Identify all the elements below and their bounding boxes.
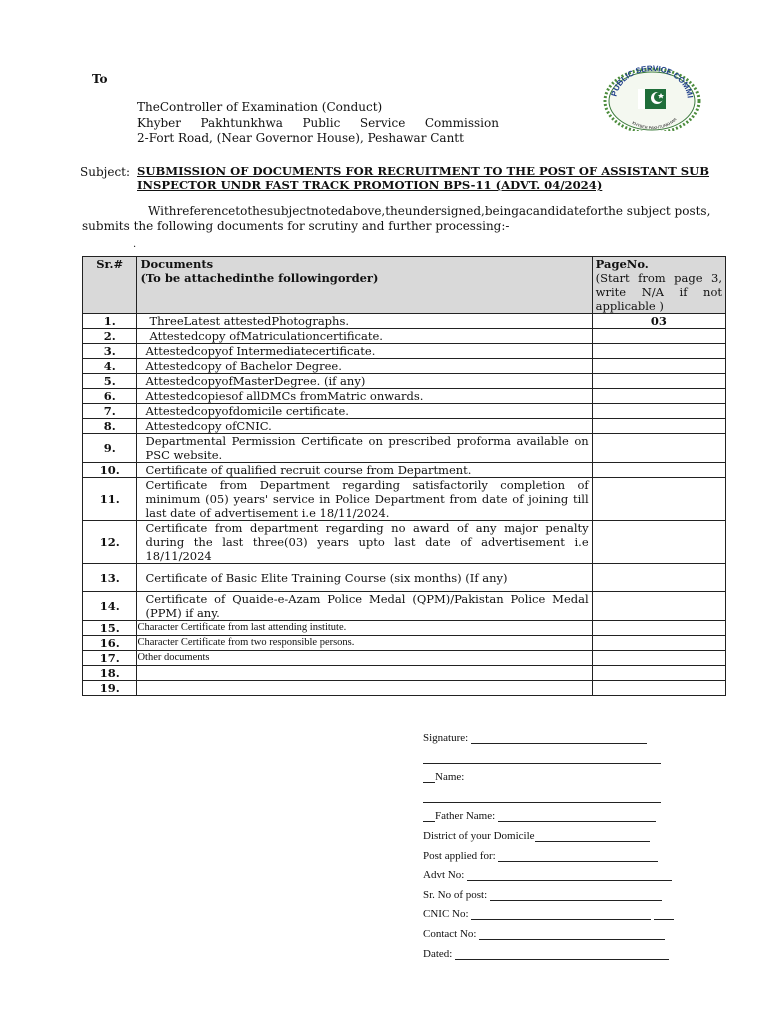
row-sr-number: 4.	[83, 359, 137, 374]
name-row	[423, 771, 693, 791]
intro-line-1: Withreferencetothesubjectnotedabove,theundersigned,beingacandidateforthe subject posts,	[148, 204, 711, 218]
table-body	[83, 314, 726, 696]
row-page-no[interactable]	[592, 636, 725, 651]
row-sr-number: 6.	[83, 389, 137, 404]
post-line[interactable]	[498, 851, 658, 862]
row-document: Attestedcopyofdomicile certificate.	[137, 404, 592, 419]
svg-text:PUBLIC SERVICE COMMISSION: PUBLIC SERVICE COMMI	[609, 65, 695, 99]
row-sr-number: 11.	[83, 478, 137, 521]
table-row	[83, 314, 726, 329]
row-page-no[interactable]	[592, 463, 725, 478]
table-row	[83, 404, 726, 419]
row-sr-number: 8.	[83, 419, 137, 434]
documents-table	[82, 256, 726, 696]
row-document: Character Certificate from last attending institute.	[137, 621, 592, 636]
address-word: Pakhtunkhwa	[200, 115, 283, 130]
row-document: Certificate from department regarding no award of any major penalty during the last three(03) years upto last date of advertisement i.e 18/11/2024	[137, 521, 592, 564]
sr-no-label: Sr. No of post:	[423, 888, 488, 901]
psc-logo	[602, 65, 702, 131]
row-sr-number: 17.	[83, 651, 137, 666]
row-sr-number: 3.	[83, 344, 137, 359]
row-document: Attestedcopiesof allDMCs fromMatric onwards.	[137, 389, 592, 404]
row-sr-number: 7.	[83, 404, 137, 419]
recipient-address	[137, 100, 499, 147]
row-document: Other documents	[137, 651, 592, 666]
row-page-no[interactable]	[592, 592, 725, 621]
address-word: Khyber	[137, 115, 181, 130]
row-sr-number: 19.	[83, 681, 137, 696]
row-sr-number: 16.	[83, 636, 137, 651]
row-document: Departmental Permission Certificate on prescribed proforma available on PSC website.	[137, 434, 592, 463]
row-page-no[interactable]: 03	[592, 314, 725, 329]
row-page-no[interactable]	[592, 389, 725, 404]
table-row	[83, 564, 726, 592]
cnic-label: CNIC No:	[423, 908, 469, 921]
table-row	[83, 434, 726, 463]
svg-text:KHYBER PAKHTUNKHWA: KHYBER PAKHTUNKHWA	[631, 116, 678, 131]
row-page-no[interactable]	[592, 329, 725, 344]
row-sr-number: 14.	[83, 592, 137, 621]
row-page-no[interactable]	[592, 374, 725, 389]
psc-seal-icon	[602, 65, 702, 131]
advt-line[interactable]	[467, 870, 672, 881]
district-label: District of your Domicile	[423, 829, 535, 842]
address-line-3: 2-Fort Road, (Near Governor House), Peshawar Cantt	[137, 131, 464, 145]
table-row	[83, 374, 726, 389]
table-row	[83, 651, 726, 666]
post-row	[423, 850, 693, 870]
row-sr-number: 10.	[83, 463, 137, 478]
row-sr-number: 1.	[83, 314, 137, 329]
post-label: Post applied for:	[423, 849, 496, 862]
blank-line[interactable]	[423, 753, 661, 764]
table-row	[83, 419, 726, 434]
cnic-row	[423, 908, 693, 928]
row-page-no[interactable]	[592, 419, 725, 434]
sr-no-line[interactable]	[490, 890, 662, 901]
address-line-1: TheController of Examination (Conduct)	[137, 100, 383, 114]
row-page-no[interactable]	[592, 434, 725, 463]
name-label: Name:	[435, 771, 465, 784]
table-row	[83, 389, 726, 404]
advt-row	[423, 869, 693, 889]
table-row	[83, 636, 726, 651]
stray-dot: .	[133, 239, 137, 250]
row-sr-number: 12.	[83, 521, 137, 564]
cnic-line[interactable]	[471, 909, 651, 920]
father-name-line[interactable]	[498, 811, 656, 822]
row-document: AttestedcopyofMasterDegree. (if any)	[137, 374, 592, 389]
row-document: Certificate of Basic Elite Training Course (six months) (If any)	[137, 564, 592, 592]
father-lead-line	[423, 811, 435, 822]
header-documents-title: Documents	[140, 257, 214, 271]
dated-line[interactable]	[455, 949, 669, 960]
row-page-no[interactable]	[592, 651, 725, 666]
district-row	[423, 830, 693, 850]
blank-row-2	[423, 791, 693, 811]
address-word: Public	[302, 115, 341, 130]
cnic-tail-line	[654, 909, 674, 920]
row-document: Character Certificate from two responsible persons.	[137, 636, 592, 651]
name-lead-line	[423, 772, 435, 783]
header-sr: Sr.#	[83, 257, 137, 314]
row-sr-number: 2.	[83, 329, 137, 344]
table-row	[83, 621, 726, 636]
contact-label: Contact No:	[423, 927, 477, 940]
table-row	[83, 681, 726, 696]
row-document: Attestedcopy ofCNIC.	[137, 419, 592, 434]
address-word: Commission	[424, 115, 499, 130]
table-header-row	[83, 257, 726, 314]
dated-row	[423, 948, 693, 968]
row-document: Certificate from Department regarding satisfactorily completion of minimum (05) years' service in Police Department from date of joining till last date of advertisement i.e 18/11/2024.	[137, 478, 592, 521]
row-document: Attestedcopy of Bachelor Degree.	[137, 359, 592, 374]
name-line[interactable]	[423, 792, 661, 803]
row-document: Attestedcopyof Intermediatecertificate.	[137, 344, 592, 359]
row-sr-number: 18.	[83, 666, 137, 681]
contact-row	[423, 928, 693, 948]
header-documents	[137, 257, 592, 314]
row-sr-number: 15.	[83, 621, 137, 636]
contact-line[interactable]	[479, 929, 665, 940]
signature-block	[423, 732, 693, 967]
subject-label: Subject:	[80, 165, 131, 179]
row-sr-number: 5.	[83, 374, 137, 389]
row-page-no[interactable]	[592, 521, 725, 564]
address-word: Service	[359, 115, 406, 130]
table-row	[83, 592, 726, 621]
blank-row	[423, 752, 693, 772]
table-row	[83, 521, 726, 564]
row-page-no[interactable]	[592, 359, 725, 374]
row-page-no[interactable]	[592, 564, 725, 592]
row-document	[137, 681, 592, 696]
advt-label: Advt No:	[423, 869, 465, 882]
table-row	[83, 344, 726, 359]
row-page-no[interactable]	[592, 621, 725, 636]
table-row	[83, 359, 726, 374]
subject-line-1: SUBMISSION OF DOCUMENTS FOR RECRUITMENT TO THE POST OF ASSISTANT SUB	[137, 164, 710, 178]
signature-label: Signature:	[423, 732, 469, 744]
subject-text	[137, 164, 717, 192]
intro-paragraph	[82, 204, 730, 234]
header-page-title: PageNo.	[595, 257, 649, 271]
father-name-row	[423, 810, 693, 830]
table-row	[83, 329, 726, 344]
sr-no-row	[423, 889, 693, 909]
to-label: To	[92, 72, 108, 86]
row-page-no[interactable]	[592, 344, 725, 359]
subject-line-2: INSPECTOR UNDR FAST TRACK PROMOTION BPS-11 (ADVT. 04/2024)	[137, 178, 603, 192]
intro-line-2: submits the following documents for scrutiny and further processing:-	[82, 219, 510, 233]
row-sr-number: 13.	[83, 564, 137, 592]
table-row	[83, 463, 726, 478]
signature-row	[423, 732, 693, 752]
row-document	[137, 666, 592, 681]
table-row	[83, 478, 726, 521]
father-name-label: Father Name:	[435, 810, 496, 823]
row-document: Certificate of qualified recruit course from Department.	[137, 463, 592, 478]
row-page-no[interactable]	[592, 666, 725, 681]
row-page-no[interactable]	[592, 404, 725, 419]
signature-line[interactable]	[471, 733, 647, 744]
row-document: Attestedcopy ofMatriculationcertificate.	[137, 329, 592, 344]
row-page-no[interactable]	[592, 681, 725, 696]
row-page-no[interactable]	[592, 478, 725, 521]
district-line[interactable]	[535, 831, 650, 842]
address-line-2	[137, 116, 499, 132]
header-documents-sub: (To be attachedinthe followingorder)	[140, 271, 379, 285]
row-document: ThreeLatest attestedPhotographs.	[137, 314, 592, 329]
header-page-note: (Start from page 3, write N/A if not applicable )	[595, 271, 722, 313]
row-sr-number: 9.	[83, 434, 137, 463]
row-document: Certificate of Quaide-e-Azam Police Medal (QPM)/Pakistan Police Medal (PPM) if any.	[137, 592, 592, 621]
dated-label: Dated:	[423, 947, 453, 960]
table-row	[83, 666, 726, 681]
header-page-no	[592, 257, 725, 314]
